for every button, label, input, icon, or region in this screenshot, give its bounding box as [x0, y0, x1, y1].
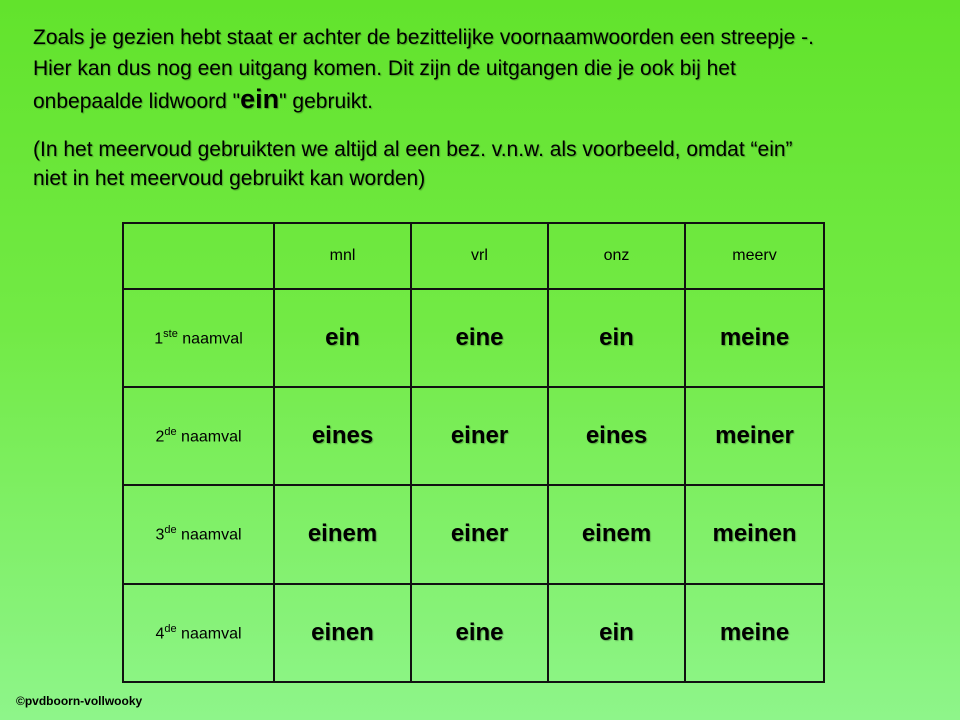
copyright-notice: ©pvdboorn-vollwooky	[16, 694, 143, 708]
table-row	[123, 289, 824, 387]
form-cell: ein	[548, 584, 685, 682]
form-cell: einer	[411, 485, 548, 583]
column-header-vrl: vrl	[411, 223, 548, 289]
column-header-mnl: mnl	[274, 223, 411, 289]
form-cell: einen	[274, 584, 411, 682]
plural-note	[33, 135, 933, 193]
form-cell: einer	[411, 387, 548, 485]
intro-paragraph	[33, 22, 933, 117]
table-row	[123, 387, 824, 485]
form-cell: eines	[548, 387, 685, 485]
note-line-2: niet in het meervoud gebruikt kan worden)	[33, 167, 426, 190]
row-label-1: 1ste naamval	[123, 289, 274, 387]
intro-line-1: Zoals je gezien hebt staat er achter de bezittelijke voornaamwoorden een streepje -.	[33, 26, 814, 49]
form-cell: ein	[274, 289, 411, 387]
form-cell: meine	[685, 289, 824, 387]
intro-line-3-end: " gebruikt.	[279, 90, 373, 113]
row-label-4: 4de naamval	[123, 584, 274, 682]
form-cell: eines	[274, 387, 411, 485]
form-cell: eine	[411, 289, 548, 387]
form-cell: meine	[685, 584, 824, 682]
table-row	[123, 485, 824, 583]
form-cell: einem	[274, 485, 411, 583]
table-row	[123, 584, 824, 682]
column-header-onz: onz	[548, 223, 685, 289]
row-label-2: 2de naamval	[123, 387, 274, 485]
article-word: ein	[240, 84, 280, 114]
form-cell: einem	[548, 485, 685, 583]
column-header-meerv: meerv	[685, 223, 824, 289]
intro-line-3	[33, 84, 933, 117]
intro-line-2: Hier kan dus nog een uitgang komen. Dit zijn de uitgangen die je ook bij het	[33, 57, 736, 80]
form-cell: meinen	[685, 485, 824, 583]
form-cell: meiner	[685, 387, 824, 485]
note-line-1: (In het meervoud gebruikten we altijd al een bez. v.n.w. als voorbeeld, omdat “ein”	[33, 138, 793, 161]
form-cell: ein	[548, 289, 685, 387]
corner-cell	[123, 223, 274, 289]
form-cell: eine	[411, 584, 548, 682]
intro-line-3-start: onbepaalde lidwoord "	[33, 90, 241, 113]
declension-table	[122, 222, 825, 683]
header-row	[123, 223, 824, 289]
row-label-3: 3de naamval	[123, 485, 274, 583]
